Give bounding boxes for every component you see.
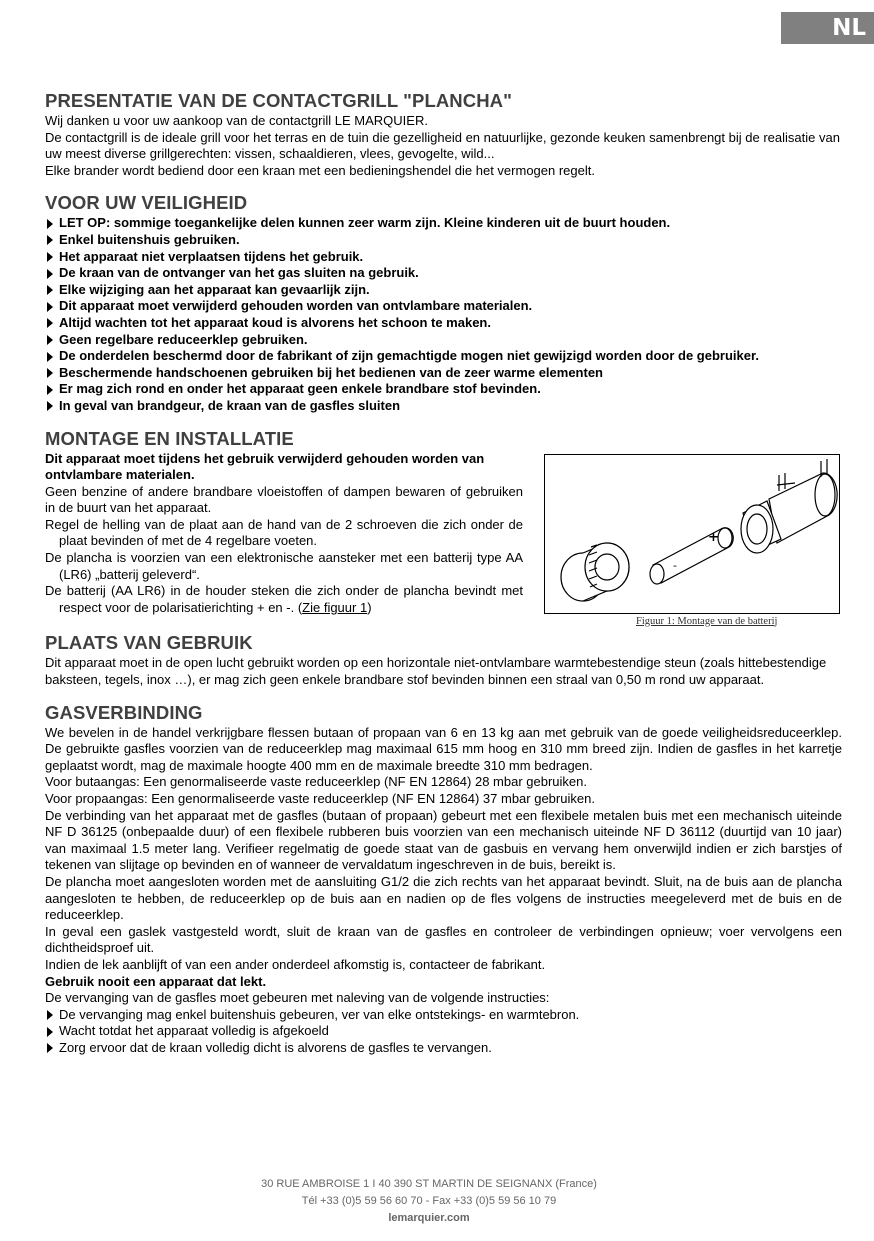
place-section [45,631,842,688]
presentation-line: Wij danken u voor uw aankoop van de contactgrill LE MARQUIER. [45,113,428,128]
safety-item: Enkel buitenshuis gebruiken. [45,232,842,249]
presentation-line: Elke brander wordt bediend door een kraan met een bedieningshendel die het vermogen regelt. [45,162,595,178]
place-paragraph: Dit apparaat moet in de open lucht gebruikt worden op een horizontale niet-ontvlambare warmtebestendige steun (zoals hittebestendige baksteen, tegels, inox …), er mag zich geen enkele brandbare stof bevinden binnen een straal van 0,50 m rond uw apparaat. [45,655,827,688]
safety-item: Er mag zich rond en onder het apparaat geen enkele brandbare stof bevinden. [45,381,842,398]
gas-warning: Gebruik nooit een apparaat dat lekt. [45,973,267,989]
montage-paragraph: De plancha is voorzien van een elektronische aansteker met een batterij type AA (LR6) „batterij geleverd“. [45,550,523,582]
gas-replacement-item: Zorg ervoor dat de kraan volledig dicht is alvorens de gasfles te vervangen. [45,1040,842,1057]
figure-reference-link[interactable]: Zie figuur 1 [302,599,368,615]
montage-section [45,427,842,627]
safety-item: Dit apparaat moet verwijderd gehouden worden van ontvlambare materialen. [45,298,842,315]
safety-item: De onderdelen beschermd door de fabrikant of zijn gemachtigde mogen niet gewijzigd worden door de gebruiker. [45,348,842,365]
safety-item: Geen regelbare reduceerklep gebruiken. [45,332,842,349]
safety-item: Altijd wachten tot het apparaat koud is alvorens het schoon te maken. [45,315,842,332]
safety-item: Beschermende handschoenen gebruiken bij het bedienen van de zeer warme elementen [45,365,842,382]
plus-sign: + [708,529,719,545]
footer-address: 30 RUE AMBROISE 1 I 40 390 ST MARTIN DE SEIGNANX (France) [261,1178,597,1190]
safety-title: VOOR UW VEILIGHEID [45,192,248,214]
safety-item: In geval van brandgeur, de kraan van de gasfles sluiten [45,398,842,415]
language-tab: NL [781,12,874,44]
safety-item: Elke wijziging aan het apparaat kan gevaarlijk zijn. [45,282,842,299]
gas-replacement-item: De vervanging mag enkel buitenshuis gebeuren, ver van elke ontstekings- en warmtebron. [45,1007,842,1024]
gas-paragraph: In geval een gaslek vastgesteld wordt, sluit de kraan van de gasfles en controleer de verbindingen opnieuw; voer vervolgens een dichtheidsproef uit. [45,923,842,956]
presentation-line: De contactgrill is de ideale grill voor het terras en de tuin die gezelligheid en natuurlijke, gezonde keuken samenbrengt bij de realisatie van uw meest diverse grillgerechten: vissen, schaaldieren, vlees, gevogelte, wild... [45,129,840,162]
gas-paragraph: De vervanging van de gasfles moet gebeuren met naleving van de volgende instructies: [45,990,550,1006]
gas-title: GASVERBINDING [45,701,203,723]
gas-paragraph: We bevelen in de handel verkrijgbare flessen butaan of propaan van 6 en 13 kg aan met gebruik van de goede veiligheidsreduceerklep. De gebruikte gasfles voorzien van de reduceerklep mag maximaal 615 mm hoog en 310 mm breed zijn. Indien de gasfles in het karretje geplaatst wordt, mag de maximale hoogte 400 mm en de maximale breedte 310 mm bedragen. [45,724,842,773]
presentation-title: PRESENTATIE VAN DE CONTACTGRILL "PLANCHA" [45,90,513,111]
safety-item: Het apparaat niet verplaatsen tijdens het gebruik. [45,249,842,266]
closing-paren: ) [367,599,372,615]
safety-list [45,215,842,414]
montage-paragraph: Geen benzine of andere brandbare vloeistoffen of dampen bewaren of gebruiken in de buurt van het apparaat. [45,483,523,516]
montage-paragraph [45,583,523,616]
battery-graphic [650,527,733,583]
gas-paragraph: Voor propaangas: Een genormaliseerde vaste reduceerklep (NF EN 12864) 37 mbar gebruiken. [45,791,595,806]
battery-holder-graphic [741,459,837,553]
montage-paragraph: Regel de helling van de plaat aan de hand van de 2 schroeven die zich onder de plaat bevinden of met de 4 regelbare voeten. [45,516,523,549]
battery-figure [544,454,840,614]
gas-replacement-item: Wacht totdat het apparaat volledig is afgekoeld [45,1023,842,1040]
safety-item: De kraan van de ontvanger van het gas sluiten na gebruik. [45,265,842,282]
gas-paragraph: De plancha moet aangesloten worden met de aansluiting G1/2 die zich rechts van het apparaat bevindt. Sluit, na de buis aan de plancha aangesloten te hebben, de reduceerklep op de buis aan en nadien op de fles volgens de instructies meegeleverd met de buis en de reduceerklep. [45,873,842,923]
gas-paragraph: Indien de lek aanblijft of van een ander onderdeel afkomstig is, contacteer de fabrikant. [45,956,546,972]
safety-item: LET OP: sommige toegankelijke delen kunnen zeer warm zijn. Kleine kinderen uit de buurt houden. [45,215,842,232]
page-footer [0,1176,858,1227]
gas-paragraph: Voor butaangas: Een genormaliseerde vaste reduceerklep (NF EN 12864) 28 mbar gebruiken. [45,774,587,790]
place-title: PLAATS VAN GEBRUIK [45,632,253,654]
gas-section [45,701,842,1057]
montage-warning: Dit apparaat moet tijdens het gebruik verwijderd gehouden worden van ontvlambare materialen. [45,450,485,483]
montage-title: MONTAGE EN INSTALLATIE [45,427,294,449]
footer-phone: Tél +33 (0)5 59 56 60 70 - Fax +33 (0)5 59 56 10 79 [301,1195,557,1207]
knob-graphic [561,543,629,601]
minus-sign: - [673,558,677,572]
battery-instruction: De batterij (AA LR6) in de houder steken die zich onder de plancha bevindt met respect voor de polarisatierichting + en -. ( [45,583,523,615]
gas-replacement-list [45,1007,842,1057]
battery-illustration [545,455,839,613]
safety-section [45,191,842,414]
document-body [45,89,842,1057]
figure-caption: Figuur 1: Montage van de batterij [636,615,778,627]
footer-website[interactable]: lemarquier.com [388,1212,470,1224]
gas-paragraph: De verbinding van het apparaat met de gasfles (butaan of propaan) gebeurt met een flexibele metalen buis met een mechanisch uiteinde NF D 36125 (onbepaalde duur) of een flexibele rubberen buis voorzien van een mechanisch uiteinde NF D 36112 (duurtijd van 10 jaar) van maximaal 1.5 meter lang. Verifieer regelmatig de goede staat van de gasbuis en vervang hem onverwijld indien er zich barstjes of tekenen van slijtage op bevinden en of wanneer de vervaldatum ingeschreven in de buis, bereikt is. [45,807,842,873]
presentation-section [45,89,842,179]
